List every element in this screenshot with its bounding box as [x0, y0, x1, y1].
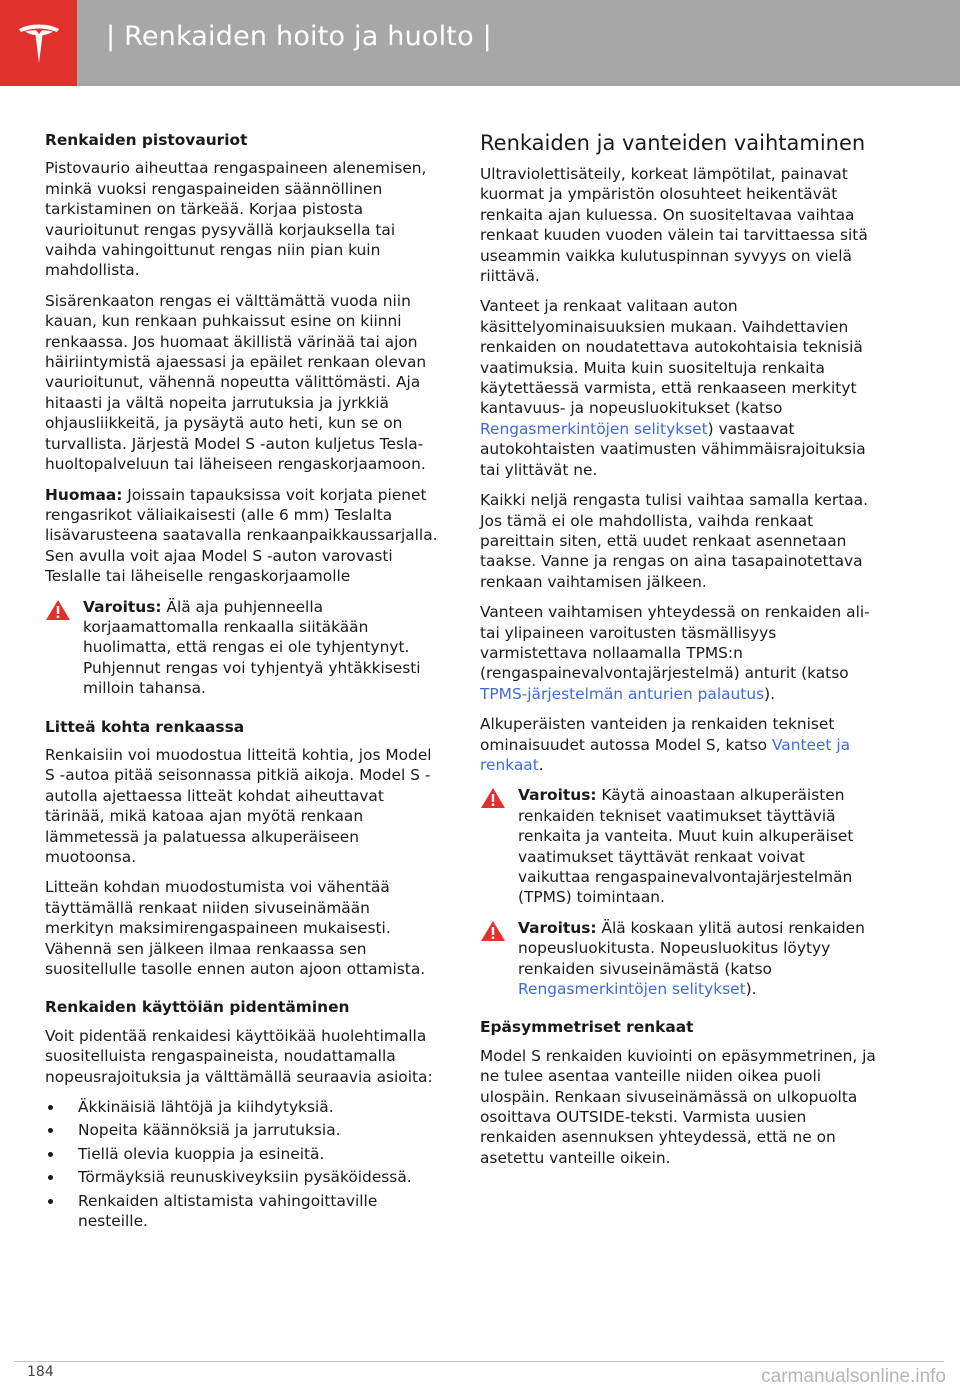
tesla-logo — [0, 0, 77, 86]
warning-box — [480, 785, 880, 907]
paragraph-text: Vanteen vaihtamisen yhteydessä on renkaiden ali- tai ylipaineen varoitusten täsmällisyys varmistettava nollaamalla TPMS:n (rengaspainevalvontajärjestelmä) anturit (katso — [480, 603, 870, 683]
list-item: Tiellä olevia kuoppia ja esineitä. — [45, 1144, 440, 1164]
paragraph-text: ). — [764, 684, 776, 703]
watermark: carmanualsonline.info — [761, 1366, 946, 1387]
left-column — [45, 130, 440, 1242]
paragraph-text: . — [538, 755, 544, 774]
list-item: Renkaiden altistamista vahingoittaville nesteille. — [45, 1191, 440, 1232]
page-title: | Renkaiden hoito ja huolto | — [106, 21, 492, 52]
warning-icon — [45, 599, 71, 621]
warning-icon — [480, 920, 506, 942]
section-title-flat-spot: Litteä kohta renkaassa — [45, 717, 245, 736]
paragraph: Voit pidentää renkaidesi käyttöikää huolehtimalla suositelluista rengaspaineista, noudattamalla nopeusrajoituksia ja välttämällä seuraavia asioita: — [45, 1026, 433, 1086]
note-paragraph — [45, 485, 440, 587]
link-wheels-tires[interactable]: Vanteet ja renkaat — [480, 735, 851, 774]
footer-divider — [14, 1361, 944, 1362]
bullet-list — [45, 1097, 440, 1231]
warning-label: Varoitus: — [518, 918, 597, 937]
paragraph: Sisärenkaaton rengas ei välttämättä vuoda niin kauan, kun renkaan puhkaissut esine on kiinni renkaassa. Jos huomaat äkillistä värinää tai ajon häiriintymistä ajaessasi ja epäilet renkaan olevan vaurioitunut, vähennä nopeutta välittömästi. Aja hitaasti ja vältä nopeita jarrutuksia ja jyrkkiä ohjausliikkeitä, ja pysäytä auto heti, kun se on turvallista. Järjestä Model S -auton kuljetus Tesla-huoltopalveluun tai läheiseen rengaskorjaamoon. — [45, 291, 427, 474]
section-title-asymmetric: Epäsymmetriset renkaat — [480, 1018, 694, 1037]
warning-box — [45, 597, 440, 699]
page-header — [0, 0, 960, 86]
link-tpms-reset[interactable]: TPMS-järjestelmän anturien palautus — [480, 684, 765, 703]
paragraph: Ultraviolettisäteily, korkeat lämpötilat, painavat kuormat ja ympäristön olosuhteet heikentävät renkaita ajan kuluessa. On suositeltavaa vaihtaa renkaat kuuden vuoden välein tai tarvittaessa sitä useammin vaikka kulutuspinnan syvyys on vielä riittävä. — [480, 165, 868, 286]
paragraph — [480, 602, 880, 704]
warning-text: Käytä ainoastaan alkuperäisten renkaiden tekniset vaatimukset täyttäviä renkaita ja vanteita. Muut kuin alkuperäiset vaatimukset täyttävät renkaat voivat vaikuttaa rengaspainevalvontajärjestelmän (TPMS) toimintaan. — [518, 786, 854, 907]
warning-box — [480, 918, 880, 1000]
right-column — [480, 130, 880, 1178]
paragraph-text: Alkuperäisten vanteiden ja renkaiden tekniset ominaisuudet autossa Model S, katso — [480, 715, 835, 754]
paragraph: Litteän kohdan muodostumista voi vähentää täyttämällä renkaat niiden sivuseinämään merkityn maksimirengaspaineen mukaisesti. Vähennä sen jälkeen ilmaa renkaassa sen suositellulle tasolle ennen auton ajoon ottamista. — [45, 878, 426, 979]
warning-label: Varoitus: — [83, 597, 162, 616]
paragraph: Renkaisiin voi muodostua litteitä kohtia, jos Model S -autoa pitää seisonnassa pitkiä aikoja. Model S -autolla ajettaessa litteät kohdat aiheuttavat tärinää, mikä katoaa ajan myötä renkaan lämmetessä ja palatuessa alkuperäiseen muotoonsa. — [45, 745, 432, 866]
paragraph — [480, 296, 880, 480]
paragraph-text: Vanteet ja renkaat valitaan auton käsittelyominaisuuksien mukaan. Vaihdettavien renkaiden on noudatettava autokohtaisia teknisiä vaatimuksia. Muita kuin suositeltuja renkaita käytettäessä varmista, että renkaaseen merkityt kantavuus- ja nopeusluokitukset (katso — [480, 297, 863, 418]
link-tire-markings[interactable]: Rengasmerkintöjen selitykset — [480, 419, 708, 438]
tesla-logo-icon — [16, 20, 62, 66]
note-text: Joissain tapauksissa voit korjata pienet rengasrikot väliaikaisesti (alle 6 mm) Teslalta lisävarusteena saatavalla renkaanpaikkaussarjalla. Sen avulla voit ajaa Model S -auton varovasti Teslalle tai läheiselle rengaskorjaamolle — [45, 485, 438, 586]
warning-text: Älä aja puhjenneella korjaamattomalla renkaalla siitäkään huolimatta, että rengas ei ole tyhjentynyt. Puhjennut rengas voi tyhjentyä yhtäkkisesti milloin tahansa. — [83, 597, 421, 698]
list-item: Nopeita käännöksiä ja jarrutuksia. — [45, 1120, 440, 1140]
paragraph-text: ) vastaavat autokohtaisten vaatimusten vähimmäisrajoituksia tai ylittävät ne. — [480, 419, 866, 479]
paragraph: Model S renkaiden kuviointi on epäsymmetrinen, ja ne tulee asentaa vanteille niiden oikea puoli ulospäin. Renkaan sivuseinämässä on ulkopuolta osoittava OUTSIDE-teksti. Varmista uusien renkaiden asennuksen yhteydessä, että ne on asetettu vanteille oikein. — [480, 1046, 876, 1167]
warning-text: ). — [745, 980, 757, 999]
note-label: Huomaa: — [45, 485, 123, 504]
paragraph — [480, 714, 880, 775]
warning-icon — [480, 787, 506, 809]
section-heading-replacing: Renkaiden ja vanteiden vaihtaminen — [480, 131, 866, 155]
section-title-puncture: Renkaiden pistovauriot — [45, 131, 248, 149]
page-number: 184 — [27, 1364, 54, 1380]
paragraph: Pistovaurio aiheuttaa rengaspaineen alenemisen, minkä vuoksi rengaspaineiden säännöllinen tarkistaminen on tärkeää. Korjaa pistosta vaurioitunut rengas pysyvällä korjauksella tai vaihda vahingoittunut rengas niin pian kuin mahdollista. — [45, 159, 427, 280]
warning-text: Älä koskaan ylitä autosi renkaiden nopeusluokitusta. Nopeusluokitus löytyy renkaiden sivuseinämästä (katso — [518, 918, 865, 978]
list-item: Törmäyksiä reunuskiveyksiin pysäköidessä. — [45, 1167, 440, 1187]
warning-label: Varoitus: — [518, 786, 597, 805]
paragraph: Kaikki neljä rengasta tulisi vaihtaa samalla kertaa. Jos tämä ei ole mahdollista, vaihda renkaat pareittain siten, että uudet renkaat asennetaan taakse. Vanne ja rengas on aina tasapainotettava renkaan vaihtamisen jälkeen. — [480, 491, 868, 591]
section-title-tire-life: Renkaiden käyttöiän pidentäminen — [45, 998, 350, 1017]
link-tire-markings[interactable]: Rengasmerkintöjen selitykset — [518, 980, 746, 999]
list-item: Äkkinäisiä lähtöjä ja kiihdytyksiä. — [45, 1097, 440, 1117]
